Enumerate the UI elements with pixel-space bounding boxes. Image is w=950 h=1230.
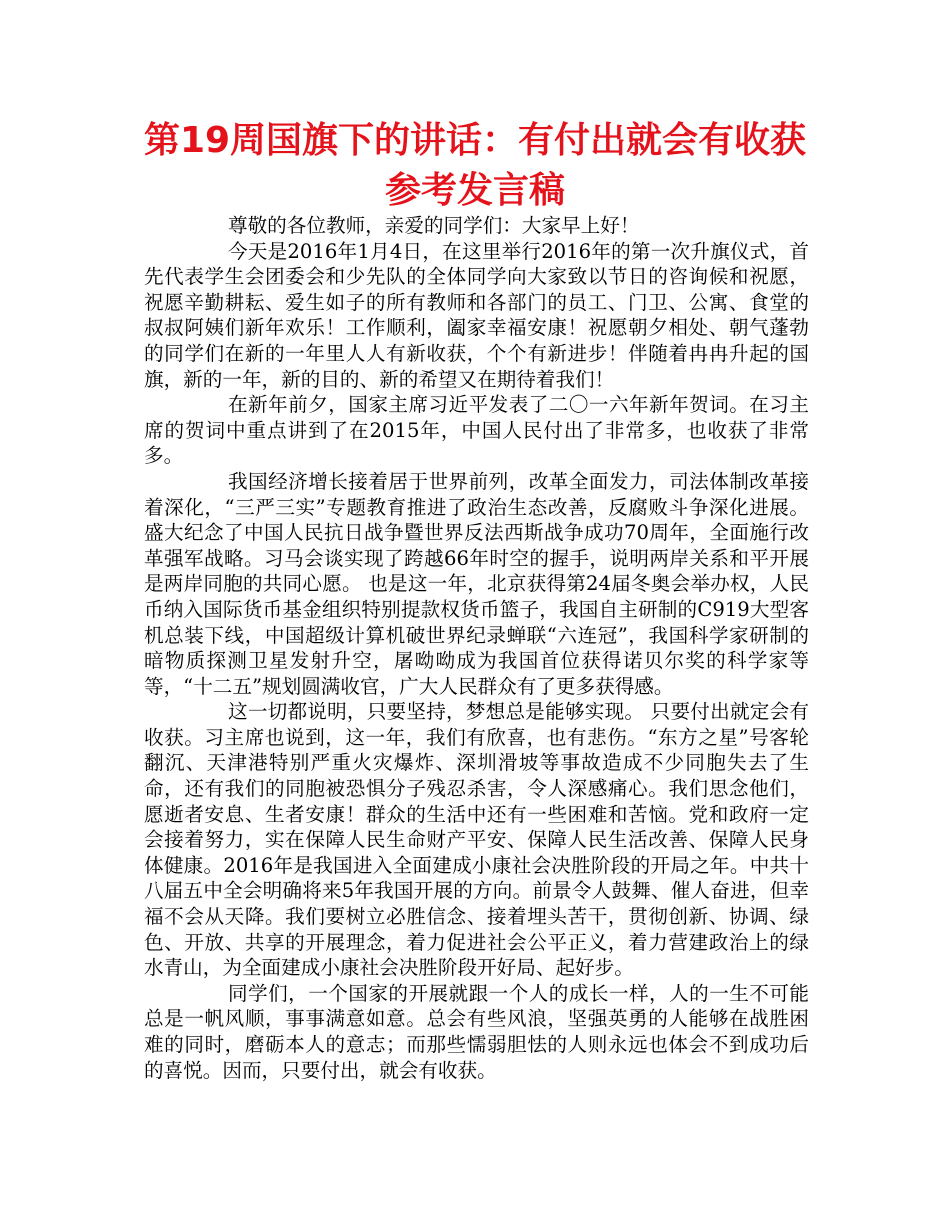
paragraph: 在新年前夕，国家主席习近平发表了二〇一六年新年贺词。在习主席的贺词中重点讲到了在2015年，中国人民付出了非常多，也收获了非常多。 — [144, 393, 809, 468]
paragraph: 我国经济增长接着居于世界前列，改革全面发力，司法体制改革接着深化，“三严三实”专题教育推进了政治生态改善，反腐败斗争深化进展。盛大纪念了中国人民抗日战争暨世界反法西斯战争成功70周年，全面施行改革强军战略。习马会谈实现了跨越66年时空的握手，说明两岸关系和平开展是两岸同胞的共同心愿。 也是这一年，北京获得第24届冬奥会举办权，人民币纳入国际货币基金组织特别提款权货币篮子，我国自主研制的C919大型客机总装下线，中国超级计算机破世界纪录蝉联“六连冠”，我国科学家研制的暗物质探测卫星发射升空，屠呦呦成为我国首位获得诺贝尔奖的科学家等等，“十二五”规划圆满收官，广大人民群众有了更多获得感。 — [144, 469, 809, 698]
paragraph: 这一切都说明，只要坚持，梦想总是能够实现。 只要付出就定会有收获。习主席也说到，这一年，我们有欣喜，也有悲伤。“东方之星”号客轮翻沉、天津港特别严重火灾爆炸、深圳滑坡等事故造成不少同胞失去了生命，还有我们的同胞被恐惧分子残忍杀害，令人深感痛心。我们思念他们，愿逝者安息、生者安康！群众的生活中还有一些困难和苦恼。党和政府一定会接着努力，实在保障人民生命财产平安、保障人民生活改善、保障人民身体健康。2016年是我国进入全面建成小康社会决胜阶段的开局之年。中共十八届五中全会明确将来5年我国开展的方向。前景令人鼓舞、催人奋进，但幸福不会从天降。我们要树立必胜信念、接着埋头苦干，贯彻创新、协调、绿色、开放、共享的开展理念，着力促进社会公平正义，着力营建政治上的绿水青山，为全面建成小康社会决胜阶段开好局、起好步。 — [144, 700, 809, 980]
paragraph: 同学们，一个国家的开展就跟一个人的成长一样，人的一生不可能总是一帆风顺，事事满意如意。总会有些风浪，坚强英勇的人能够在战胜困难的同时，磨砺本人的意志；而那些懦弱胆怯的人则永远也体会不到成功后的喜悦。因而，只要付出，就会有收获。 — [144, 981, 809, 1082]
paragraph: 今天是2016年1月4日，在这里举行2016年的第一次升旗仪式，首先代表学生会团委会和少先队的全体同学向大家致以节日的咨询候和祝愿，祝愿辛勤耕耘、爱生如子的所有教师和各部门的员工、门卫、公寓、食堂的叔叔阿姨们新年欢乐！工作顺利，阖家幸福安康！祝愿朝夕相处、朝气蓬勃的同学们在新的一年里人人有新收获，个个有新进步！伴随着冉冉升起的国旗，新的一年，新的目的、新的希望又在期待着我们！ — [144, 239, 809, 391]
title-line-2: 参考发言稿 — [384, 170, 565, 211]
paragraph-greeting: 尊敬的各位教师，亲爱的同学们：大家早上好！ — [228, 214, 640, 237]
document-body — [144, 213, 809, 1083]
document-title — [130, 116, 820, 216]
title-line-1: 第19周国旗下的讲话：有付出就会有收获 — [143, 120, 807, 161]
